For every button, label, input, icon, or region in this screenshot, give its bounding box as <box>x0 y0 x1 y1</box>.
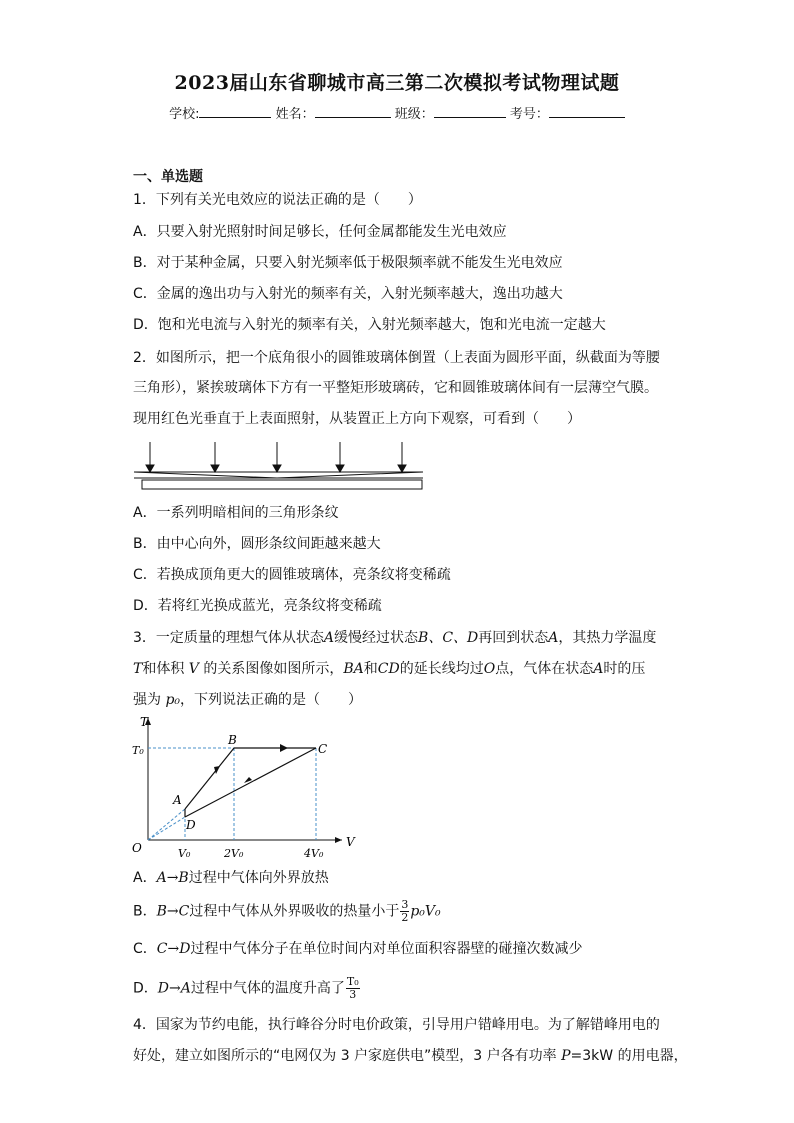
denominator: 2 <box>401 911 409 924</box>
math: D→A <box>157 980 191 997</box>
2v0-tick-label: 2V₀ <box>224 847 244 860</box>
name-label: 姓名： <box>275 107 315 122</box>
q1-option-c: C．金属的逸出功与入射光的频率有关，入射光频率越大，逸出功越大 <box>133 286 563 302</box>
text: 过程中气体向外界放热 <box>188 870 329 886</box>
q3-stem-line1 <box>133 628 656 648</box>
school-blank[interactable] <box>199 104 271 118</box>
text: A． <box>133 870 157 886</box>
q2-option-b: B．由中心向外，圆形条纹间距越来越大 <box>133 536 381 552</box>
q1-option-b: B．对于某种金属，只要入射光频率低于极限频率就不能发生光电效应 <box>133 255 563 271</box>
math: A <box>593 661 604 677</box>
t-axis-label: T <box>140 715 149 729</box>
q2-stem-line2: 三角形），紧挨玻璃体下方有一平整矩形玻璃砖，它和圆锥玻璃体间有一层薄空气膜。 <box>133 380 658 396</box>
q1-option-a: A．只要入射光照射时间足够长，任何金属都能发生光电效应 <box>133 224 507 240</box>
tv-graph <box>128 712 368 864</box>
number-label: 考号： <box>509 107 549 122</box>
text: ，其热力学温度 <box>558 630 657 646</box>
q3-option-c <box>133 939 582 959</box>
q3-option-d <box>133 976 361 1001</box>
math: BA <box>343 661 364 677</box>
math: B、C、D <box>418 630 479 646</box>
text: 再回到状态 <box>478 630 549 646</box>
text: D． <box>133 980 158 997</box>
math: T <box>133 661 143 677</box>
text: 和体积 <box>142 661 185 677</box>
text: 过程中气体分子在单位时间内对单位面积容器壁的碰撞次数减少 <box>190 941 583 957</box>
text: 强为 <box>133 692 161 708</box>
q2-option-d: D．若将红光换成蓝光，亮条纹将变稀疏 <box>133 598 382 614</box>
math: CD <box>377 661 400 677</box>
math: V <box>188 661 199 677</box>
text: 过程中气体从外界吸收的热量小于 <box>189 903 400 920</box>
q3-option-b <box>133 899 441 924</box>
origin-label: O <box>132 841 142 855</box>
text: 时的压 <box>603 661 646 677</box>
name-blank[interactable] <box>315 104 391 118</box>
q2-option-c: C．若换成顶角更大的圆锥玻璃体，亮条纹将变稀疏 <box>133 567 451 583</box>
cone-bottom-surface <box>134 472 423 478</box>
section-heading: 一、单选题 <box>133 169 203 185</box>
math: p₀ <box>165 692 181 708</box>
t0-tick-label: T₀ <box>132 744 144 757</box>
numerator: 3 <box>401 898 409 911</box>
fraction-3-2 <box>400 899 409 924</box>
math: C→D <box>156 941 191 957</box>
v0-tick-label: V₀ <box>178 847 191 860</box>
text: C． <box>133 941 157 957</box>
text: 和 <box>363 661 378 677</box>
glass-brick <box>142 480 422 489</box>
math: p₀V₀ <box>410 903 441 920</box>
process-c-d <box>185 748 316 817</box>
fraction-t0-3 <box>346 976 360 1001</box>
point-c-label: C <box>318 742 328 756</box>
text: 过程中气体的温度升高了 <box>190 980 345 997</box>
4v0-tick-label: 4V₀ <box>304 847 324 860</box>
exam-title: 2023届山东省聊城市高三第二次模拟考试物理试题 <box>174 72 620 94</box>
arrow-a-b <box>214 766 220 774</box>
q2-option-a: A．一系列明暗相间的三角形条纹 <box>133 505 339 521</box>
text: 的延长线均过 <box>399 661 484 677</box>
text: ，下列说法正确的是（ ） <box>180 692 363 708</box>
school-label: 学校: <box>169 107 200 122</box>
q3-stem-line2 <box>133 659 645 679</box>
q4-stem-line2 <box>133 1046 688 1066</box>
math: O <box>483 661 496 677</box>
text: 点，气体在状态 <box>495 661 594 677</box>
class-label: 班级： <box>394 107 434 122</box>
q1-option-d: D．饱和光电流与入射光的频率有关，入射光频率越大，饱和光电流一定越大 <box>133 317 606 333</box>
process-a-b <box>185 748 234 809</box>
point-b-label: B <box>228 733 237 747</box>
math: B→C <box>156 903 190 920</box>
light-arrows <box>146 442 406 472</box>
math: A→B <box>156 870 189 886</box>
student-info-line <box>0 103 794 122</box>
text: 的关系图像如图所示， <box>203 661 344 677</box>
q3-option-a <box>133 868 329 888</box>
q2-stem-line1: 2．如图所示，把一个底角很小的圆锥玻璃体倒置（上表面为圆形平面，纵截面为等腰 <box>133 350 660 366</box>
math: P <box>561 1048 571 1064</box>
arrow-b-c <box>280 744 288 752</box>
text: 缓慢经过状态 <box>334 630 419 646</box>
denominator: 3 <box>349 988 357 1001</box>
text: 3．一定质量的理想气体从状态 <box>133 630 324 646</box>
text: B． <box>133 903 157 920</box>
numerator: T₀ <box>346 975 359 988</box>
q1-stem: 1．下列有关光电效应的说法正确的是（ ） <box>133 192 422 208</box>
point-a-label: A <box>173 793 182 807</box>
text: =3kW 的用电器， <box>570 1048 688 1064</box>
point-d-label: D <box>186 818 196 832</box>
text: 好处，建立如图所示的“电网仅为 3 户家庭供电”模型，3 户各有功率 <box>133 1048 562 1064</box>
number-blank[interactable] <box>549 104 625 118</box>
math: A <box>323 630 335 646</box>
q2-stem-line3: 现用红色光垂直于上表面照射，从装置正上方向下观察，可看到（ ） <box>133 411 581 427</box>
cone-glass-figure <box>130 438 430 496</box>
v-axis-label: V <box>346 835 355 849</box>
q3-stem-line3 <box>133 690 362 710</box>
q4-stem-line1: 4．国家为节约电能，执行峰谷分时电价政策，引导用户错峰用电。为了解错峰用电的 <box>133 1017 660 1033</box>
class-blank[interactable] <box>434 104 506 118</box>
math: A <box>548 630 559 646</box>
